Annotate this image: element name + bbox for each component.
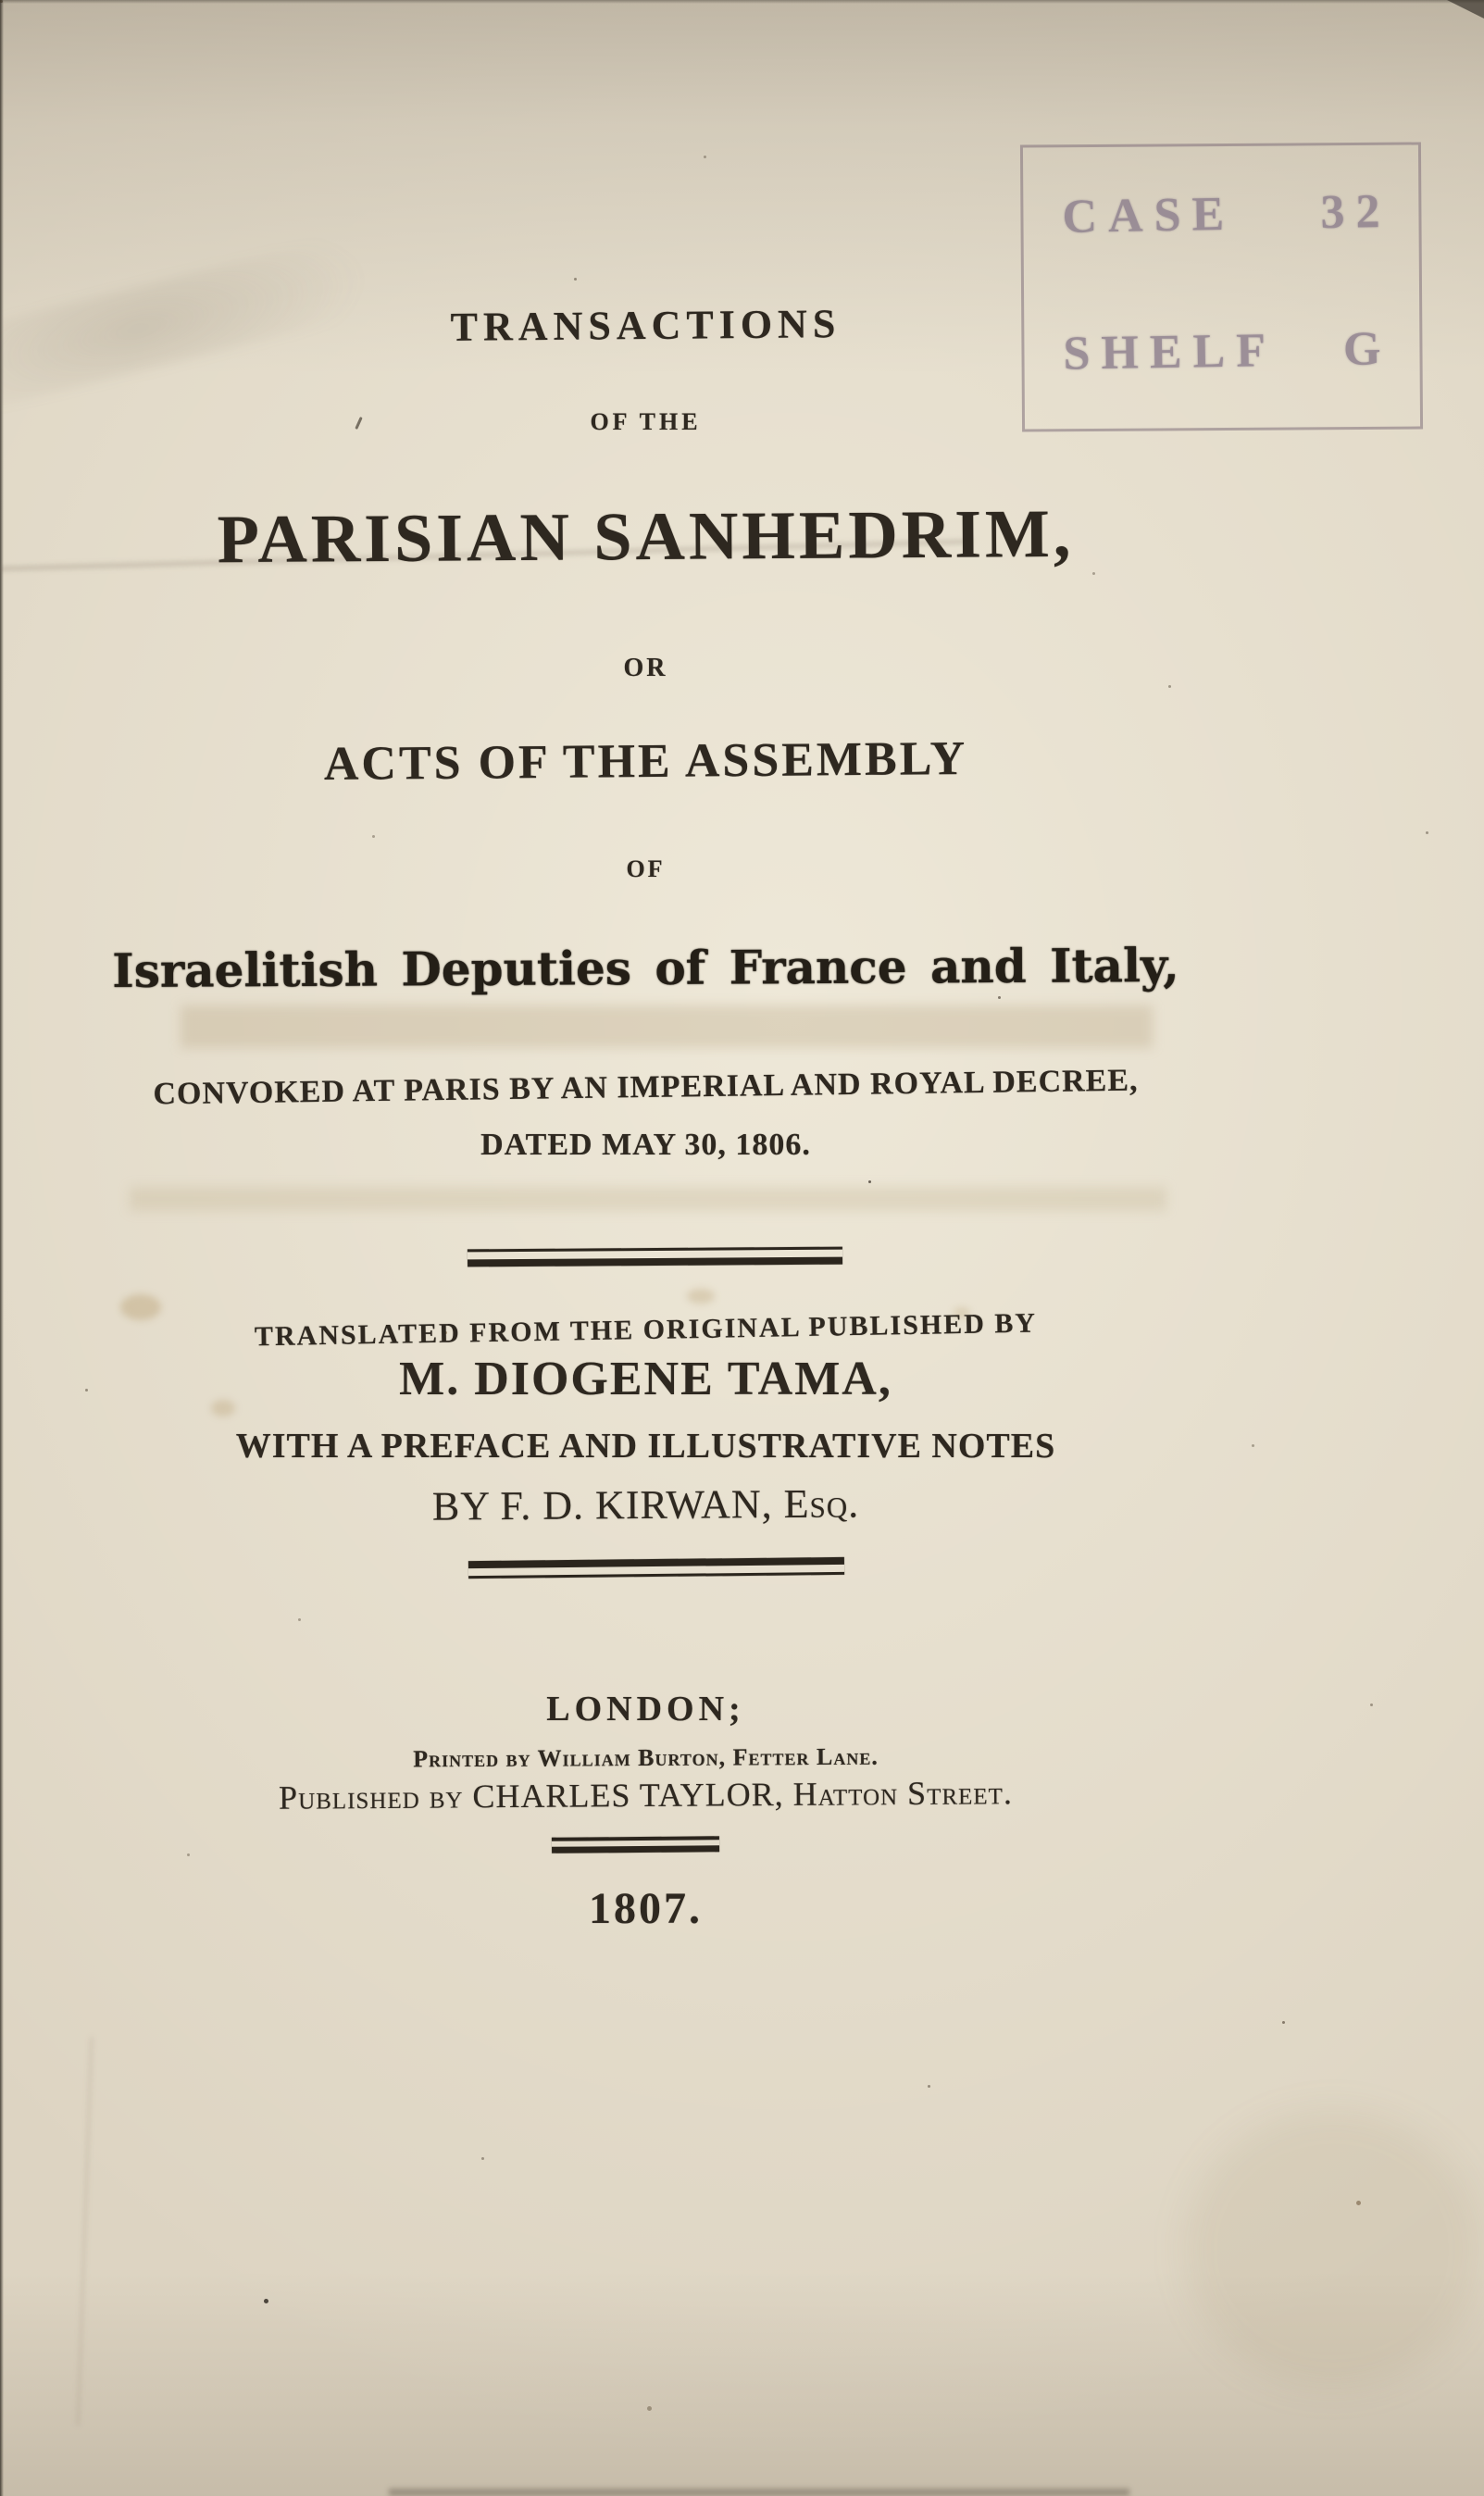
translator-name: BY F. D. KIRWAN, Esq. <box>431 1480 860 1529</box>
author-name: M. DIOGENE TAMA, <box>399 1353 892 1405</box>
printers-double-rule <box>552 1836 719 1853</box>
imprint-publisher: Published by CHARLES TAYLOR, Hatton Street. <box>278 1774 1014 1816</box>
title-acts-of-assembly: ACTS OF THE ASSEMBLY <box>323 731 968 792</box>
stamp-shelf-value: G <box>1342 322 1392 376</box>
title-israelitish-deputies: Israelitish Deputies of France and Italy, <box>112 937 1179 999</box>
page-bottom-shadow <box>389 2489 1129 2496</box>
imprint-printer: Printed by William Burton, Fetter Lane. <box>413 1742 879 1773</box>
translated-from-line: TRANSLATED FROM THE ORIGINAL PUBLISHED BY <box>254 1307 1038 1353</box>
title-of: OF <box>626 855 666 882</box>
paper-crease <box>77 2037 94 2426</box>
ink-showthrough-band <box>130 1187 1166 1211</box>
photo-edge-top <box>0 0 1484 4</box>
title-transactions: TRANSACTIONS <box>450 301 842 350</box>
preface-notes-line: WITH A PREFACE AND ILLUSTRATIVE NOTES <box>235 1427 1056 1466</box>
stamp-shelf-label: SHELF <box>1063 324 1278 381</box>
convocation-line-1: CONVOKED AT PARIS BY AN IMPERIAL AND ROYAL DECREE, <box>153 1063 1139 1112</box>
paper-specks <box>0 0 3 3</box>
stamp-case-row <box>1023 183 1419 244</box>
library-shelf-stamp <box>1020 142 1423 431</box>
title-or: OR <box>623 654 668 682</box>
stamp-case-value: 32 <box>1319 184 1391 240</box>
photo-corner-shadow <box>1447 0 1484 19</box>
printers-double-rule <box>468 1247 842 1267</box>
imprint-city: LONDON; <box>546 1690 745 1728</box>
ink-showthrough-band <box>181 1005 1153 1048</box>
title-of-the: OF THE <box>590 408 702 435</box>
stamp-case-label: CASE <box>1061 187 1236 243</box>
imprint-year: 1807. <box>589 1884 703 1933</box>
foxing-stain <box>687 1289 715 1304</box>
title-parisian-sanhedrim: PARISIAN SANHEDRIM, <box>217 495 1075 579</box>
foxing-stain <box>120 1294 161 1320</box>
printers-double-rule <box>468 1557 844 1579</box>
photo-edge-left <box>0 0 4 2496</box>
foxing-stain <box>1185 2111 1481 2389</box>
convocation-line-2: DATED MAY 30, 1806. <box>480 1128 811 1162</box>
